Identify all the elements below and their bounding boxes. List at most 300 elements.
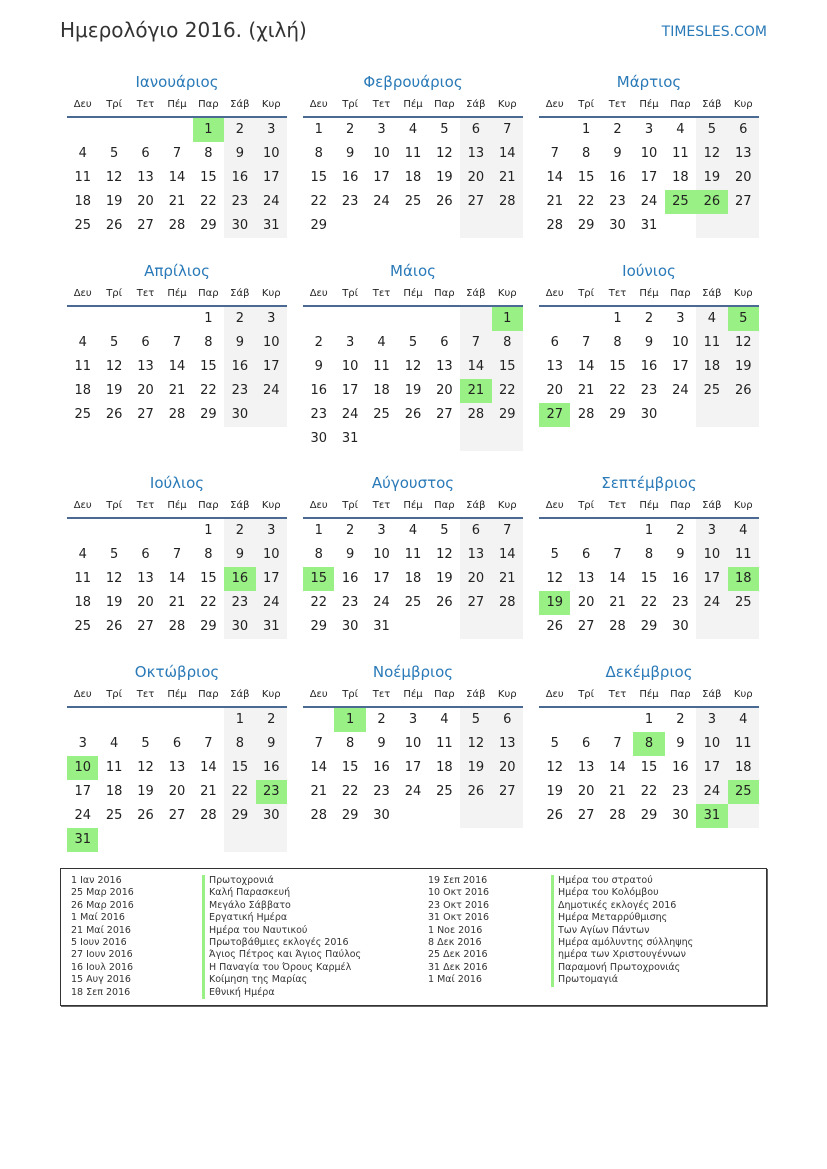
day[interactable]: 2 bbox=[224, 519, 255, 543]
day[interactable]: 29 bbox=[577, 218, 595, 233]
day[interactable]: 5 bbox=[460, 708, 491, 732]
day[interactable]: 8 bbox=[224, 732, 255, 756]
day[interactable]: 21 bbox=[168, 595, 186, 610]
day[interactable]: 18 bbox=[728, 756, 759, 780]
day[interactable]: 31 bbox=[256, 214, 287, 238]
holiday-day[interactable]: 1 bbox=[334, 708, 365, 732]
day[interactable]: 13 bbox=[168, 760, 186, 775]
day[interactable]: 3 bbox=[377, 122, 386, 137]
day[interactable]: 2 bbox=[613, 122, 622, 137]
holiday-day[interactable]: 1 bbox=[492, 307, 523, 331]
day[interactable]: 9 bbox=[676, 736, 685, 751]
day[interactable]: 8 bbox=[613, 335, 622, 350]
day[interactable]: 24 bbox=[256, 379, 287, 403]
day[interactable]: 11 bbox=[728, 732, 759, 756]
day[interactable]: 20 bbox=[728, 166, 759, 190]
day[interactable]: 26 bbox=[546, 808, 563, 823]
day[interactable]: 4 bbox=[728, 708, 759, 732]
day[interactable]: 25 bbox=[404, 194, 422, 209]
day[interactable]: 17 bbox=[256, 355, 287, 379]
day[interactable]: 20 bbox=[137, 383, 154, 398]
day[interactable]: 7 bbox=[613, 547, 622, 562]
day[interactable]: 15 bbox=[200, 170, 217, 185]
day[interactable]: 17 bbox=[696, 756, 727, 780]
day[interactable]: 6 bbox=[492, 708, 523, 732]
day[interactable]: 25 bbox=[373, 407, 390, 422]
day[interactable]: 26 bbox=[105, 407, 123, 422]
day[interactable]: 3 bbox=[408, 712, 418, 727]
day[interactable]: 3 bbox=[78, 736, 87, 751]
day[interactable]: 2 bbox=[314, 335, 323, 350]
day[interactable]: 28 bbox=[460, 403, 491, 427]
day[interactable]: 17 bbox=[74, 784, 91, 799]
day[interactable]: 11 bbox=[436, 736, 453, 751]
day[interactable]: 12 bbox=[546, 571, 563, 586]
day[interactable]: 6 bbox=[460, 118, 491, 142]
day[interactable]: 9 bbox=[256, 732, 287, 756]
day[interactable]: 6 bbox=[141, 146, 150, 161]
day[interactable]: 3 bbox=[256, 118, 287, 142]
day[interactable]: 18 bbox=[74, 595, 91, 610]
day[interactable]: 20 bbox=[436, 383, 453, 398]
day[interactable]: 26 bbox=[546, 619, 563, 634]
day[interactable]: 4 bbox=[78, 547, 87, 562]
day[interactable]: 11 bbox=[728, 543, 759, 567]
day[interactable]: 18 bbox=[74, 194, 91, 209]
day[interactable]: 29 bbox=[224, 804, 255, 828]
day[interactable]: 20 bbox=[577, 595, 595, 610]
day[interactable]: 4 bbox=[109, 736, 119, 751]
day[interactable]: 10 bbox=[404, 736, 422, 751]
day[interactable]: 8 bbox=[581, 146, 591, 161]
day[interactable]: 9 bbox=[224, 543, 255, 567]
day[interactable]: 22 bbox=[577, 194, 595, 209]
day[interactable]: 14 bbox=[577, 359, 595, 374]
day[interactable]: 7 bbox=[460, 331, 491, 355]
holiday-day[interactable]: 15 bbox=[303, 567, 334, 591]
day[interactable]: 10 bbox=[672, 335, 689, 350]
day[interactable]: 30 bbox=[224, 403, 255, 427]
day[interactable]: 18 bbox=[696, 355, 727, 379]
day[interactable]: 24 bbox=[696, 591, 727, 615]
day[interactable]: 10 bbox=[696, 543, 727, 567]
day[interactable]: 1 bbox=[644, 523, 654, 538]
day[interactable]: 22 bbox=[200, 595, 217, 610]
day[interactable]: 25 bbox=[105, 808, 123, 823]
day[interactable]: 19 bbox=[546, 784, 563, 799]
day[interactable]: 20 bbox=[546, 383, 563, 398]
day[interactable]: 14 bbox=[492, 142, 523, 166]
day[interactable]: 5 bbox=[408, 335, 418, 350]
day[interactable]: 13 bbox=[137, 571, 154, 586]
day[interactable]: 5 bbox=[696, 118, 727, 142]
day[interactable]: 25 bbox=[404, 595, 422, 610]
day[interactable]: 12 bbox=[105, 359, 123, 374]
day[interactable]: 19 bbox=[105, 194, 123, 209]
day[interactable]: 17 bbox=[341, 383, 359, 398]
day[interactable]: 26 bbox=[137, 808, 154, 823]
day[interactable]: 26 bbox=[728, 379, 759, 403]
day[interactable]: 24 bbox=[640, 194, 658, 209]
day[interactable]: 20 bbox=[137, 194, 154, 209]
day[interactable]: 14 bbox=[310, 760, 327, 775]
day[interactable]: 27 bbox=[137, 218, 154, 233]
day[interactable]: 31 bbox=[256, 615, 287, 639]
day[interactable]: 21 bbox=[168, 383, 186, 398]
day[interactable]: 22 bbox=[640, 784, 658, 799]
day[interactable]: 22 bbox=[200, 383, 217, 398]
day[interactable]: 26 bbox=[404, 407, 422, 422]
day[interactable]: 22 bbox=[310, 595, 327, 610]
holiday-day[interactable]: 10 bbox=[67, 756, 98, 780]
day[interactable]: 7 bbox=[172, 146, 182, 161]
day[interactable]: 14 bbox=[546, 170, 563, 185]
day[interactable]: 16 bbox=[672, 571, 689, 586]
day[interactable]: 8 bbox=[204, 146, 213, 161]
holiday-day[interactable]: 1 bbox=[193, 118, 224, 142]
day[interactable]: 8 bbox=[314, 547, 323, 562]
day[interactable]: 18 bbox=[672, 170, 689, 185]
day[interactable]: 1 bbox=[314, 523, 323, 538]
day[interactable]: 14 bbox=[460, 355, 491, 379]
day[interactable]: 22 bbox=[609, 383, 626, 398]
day[interactable]: 21 bbox=[492, 567, 523, 591]
day[interactable]: 12 bbox=[728, 331, 759, 355]
day[interactable]: 21 bbox=[577, 383, 595, 398]
day[interactable]: 15 bbox=[577, 170, 595, 185]
day[interactable]: 31 bbox=[341, 431, 359, 446]
holiday-day[interactable]: 23 bbox=[256, 780, 287, 804]
day[interactable]: 11 bbox=[672, 146, 689, 161]
holiday-day[interactable]: 16 bbox=[224, 567, 255, 591]
day[interactable]: 1 bbox=[314, 122, 323, 137]
day[interactable]: 28 bbox=[577, 407, 595, 422]
day[interactable]: 24 bbox=[74, 808, 91, 823]
day[interactable]: 20 bbox=[168, 784, 186, 799]
day[interactable]: 27 bbox=[168, 808, 186, 823]
holiday-day[interactable]: 31 bbox=[67, 828, 98, 852]
day[interactable]: 28 bbox=[492, 190, 523, 214]
day[interactable]: 4 bbox=[696, 307, 727, 331]
day[interactable]: 11 bbox=[105, 760, 123, 775]
day[interactable]: 30 bbox=[310, 431, 327, 446]
day[interactable]: 10 bbox=[256, 331, 287, 355]
day[interactable]: 16 bbox=[310, 383, 327, 398]
day[interactable]: 6 bbox=[141, 547, 150, 562]
day[interactable]: 29 bbox=[310, 218, 327, 233]
day[interactable]: 7 bbox=[172, 335, 182, 350]
holiday-day[interactable]: 18 bbox=[728, 567, 759, 591]
day[interactable]: 23 bbox=[310, 407, 327, 422]
day[interactable]: 21 bbox=[609, 784, 626, 799]
day[interactable]: 3 bbox=[345, 335, 355, 350]
day[interactable]: 1 bbox=[204, 523, 213, 538]
day[interactable]: 29 bbox=[200, 218, 217, 233]
day[interactable]: 17 bbox=[373, 571, 390, 586]
day[interactable]: 1 bbox=[204, 311, 213, 326]
day[interactable]: 30 bbox=[224, 615, 255, 639]
day[interactable]: 1 bbox=[613, 311, 622, 326]
day[interactable]: 17 bbox=[256, 567, 287, 591]
day[interactable]: 7 bbox=[492, 118, 523, 142]
day[interactable]: 8 bbox=[492, 331, 523, 355]
day[interactable]: 13 bbox=[137, 170, 154, 185]
day[interactable]: 23 bbox=[224, 379, 255, 403]
day[interactable]: 6 bbox=[728, 118, 759, 142]
day[interactable]: 7 bbox=[172, 547, 182, 562]
day[interactable]: 9 bbox=[314, 359, 323, 374]
day[interactable]: 9 bbox=[644, 335, 654, 350]
day[interactable]: 30 bbox=[672, 619, 689, 634]
day[interactable]: 1 bbox=[581, 122, 591, 137]
day[interactable]: 18 bbox=[373, 383, 390, 398]
day[interactable]: 4 bbox=[78, 335, 87, 350]
day[interactable]: 29 bbox=[341, 808, 359, 823]
day[interactable]: 12 bbox=[137, 760, 154, 775]
day[interactable]: 10 bbox=[341, 359, 359, 374]
day[interactable]: 22 bbox=[224, 780, 255, 804]
day[interactable]: 15 bbox=[200, 359, 217, 374]
day[interactable]: 14 bbox=[609, 571, 626, 586]
day[interactable]: 12 bbox=[404, 359, 422, 374]
day[interactable]: 3 bbox=[256, 307, 287, 331]
day[interactable]: 6 bbox=[440, 335, 449, 350]
day[interactable]: 21 bbox=[546, 194, 563, 209]
day[interactable]: 8 bbox=[314, 146, 323, 161]
day[interactable]: 27 bbox=[577, 619, 595, 634]
day[interactable]: 11 bbox=[74, 170, 91, 185]
day[interactable]: 25 bbox=[436, 784, 453, 799]
day[interactable]: 22 bbox=[310, 194, 327, 209]
day[interactable]: 20 bbox=[492, 756, 523, 780]
day[interactable]: 5 bbox=[550, 736, 559, 751]
day[interactable]: 8 bbox=[204, 547, 213, 562]
day[interactable]: 29 bbox=[200, 619, 217, 634]
day[interactable]: 29 bbox=[200, 407, 217, 422]
day[interactable]: 12 bbox=[696, 142, 727, 166]
day[interactable]: 12 bbox=[436, 547, 453, 562]
day[interactable]: 13 bbox=[728, 142, 759, 166]
day[interactable]: 23 bbox=[341, 194, 359, 209]
day[interactable]: 16 bbox=[341, 170, 359, 185]
day[interactable]: 15 bbox=[310, 170, 327, 185]
day[interactable]: 10 bbox=[256, 142, 287, 166]
day[interactable]: 11 bbox=[373, 359, 390, 374]
day[interactable]: 12 bbox=[105, 170, 123, 185]
day[interactable]: 16 bbox=[224, 166, 255, 190]
day[interactable]: 21 bbox=[492, 166, 523, 190]
day[interactable]: 2 bbox=[345, 122, 355, 137]
day[interactable]: 26 bbox=[460, 780, 491, 804]
day[interactable]: 14 bbox=[609, 760, 626, 775]
holiday-day[interactable]: 8 bbox=[633, 732, 664, 756]
day[interactable]: 23 bbox=[341, 595, 359, 610]
day[interactable]: 13 bbox=[137, 359, 154, 374]
day[interactable]: 3 bbox=[696, 519, 727, 543]
day[interactable]: 9 bbox=[676, 547, 685, 562]
day[interactable]: 2 bbox=[676, 712, 685, 727]
day[interactable]: 1 bbox=[224, 708, 255, 732]
day[interactable]: 29 bbox=[640, 619, 658, 634]
day[interactable]: 17 bbox=[256, 166, 287, 190]
day[interactable]: 11 bbox=[696, 331, 727, 355]
day[interactable]: 2 bbox=[377, 712, 386, 727]
holiday-day[interactable]: 27 bbox=[539, 403, 570, 427]
day[interactable]: 28 bbox=[168, 407, 186, 422]
day[interactable]: 22 bbox=[200, 194, 217, 209]
day[interactable]: 24 bbox=[256, 591, 287, 615]
day[interactable]: 12 bbox=[436, 146, 453, 161]
day[interactable]: 23 bbox=[224, 190, 255, 214]
day[interactable]: 6 bbox=[141, 335, 150, 350]
day[interactable]: 28 bbox=[609, 808, 626, 823]
day[interactable]: 14 bbox=[200, 760, 217, 775]
day[interactable]: 12 bbox=[546, 760, 563, 775]
day[interactable]: 3 bbox=[644, 122, 654, 137]
day[interactable]: 18 bbox=[436, 760, 453, 775]
day[interactable]: 5 bbox=[109, 547, 119, 562]
day[interactable]: 2 bbox=[224, 307, 255, 331]
day[interactable]: 6 bbox=[581, 736, 591, 751]
day[interactable]: 9 bbox=[613, 146, 622, 161]
day[interactable]: 19 bbox=[460, 756, 491, 780]
day[interactable]: 22 bbox=[341, 784, 359, 799]
day[interactable]: 5 bbox=[440, 523, 449, 538]
day[interactable]: 27 bbox=[460, 190, 491, 214]
day[interactable]: 4 bbox=[377, 335, 386, 350]
day[interactable]: 5 bbox=[141, 736, 150, 751]
day[interactable]: 17 bbox=[696, 567, 727, 591]
day[interactable]: 12 bbox=[460, 732, 491, 756]
day[interactable]: 3 bbox=[377, 523, 386, 538]
day[interactable]: 18 bbox=[404, 571, 422, 586]
day[interactable]: 27 bbox=[137, 619, 154, 634]
day[interactable]: 24 bbox=[341, 407, 359, 422]
day[interactable]: 5 bbox=[440, 122, 449, 137]
day[interactable]: 24 bbox=[672, 383, 689, 398]
day[interactable]: 30 bbox=[672, 808, 689, 823]
day[interactable]: 28 bbox=[546, 218, 563, 233]
day[interactable]: 2 bbox=[676, 523, 685, 538]
day[interactable]: 30 bbox=[640, 407, 658, 422]
day[interactable]: 4 bbox=[728, 519, 759, 543]
day[interactable]: 24 bbox=[373, 595, 390, 610]
day[interactable]: 21 bbox=[609, 595, 626, 610]
day[interactable]: 8 bbox=[644, 547, 654, 562]
day[interactable]: 7 bbox=[613, 736, 622, 751]
day[interactable]: 7 bbox=[204, 736, 213, 751]
day[interactable]: 17 bbox=[640, 170, 658, 185]
day[interactable]: 31 bbox=[640, 218, 658, 233]
day[interactable]: 15 bbox=[640, 760, 658, 775]
day[interactable]: 8 bbox=[204, 335, 213, 350]
day[interactable]: 23 bbox=[672, 784, 689, 799]
day[interactable]: 23 bbox=[640, 383, 658, 398]
day[interactable]: 19 bbox=[436, 571, 453, 586]
day[interactable]: 2 bbox=[644, 311, 654, 326]
day[interactable]: 26 bbox=[436, 595, 453, 610]
holiday-day[interactable]: 25 bbox=[728, 780, 759, 804]
day[interactable]: 20 bbox=[577, 784, 595, 799]
day[interactable]: 12 bbox=[105, 571, 123, 586]
day[interactable]: 2 bbox=[256, 708, 287, 732]
day[interactable]: 18 bbox=[105, 784, 123, 799]
day[interactable]: 30 bbox=[256, 804, 287, 828]
day[interactable]: 9 bbox=[345, 547, 355, 562]
holiday-day[interactable]: 31 bbox=[696, 804, 727, 828]
day[interactable]: 22 bbox=[640, 595, 658, 610]
day[interactable]: 9 bbox=[377, 736, 386, 751]
day[interactable]: 23 bbox=[672, 595, 689, 610]
day[interactable]: 29 bbox=[609, 407, 626, 422]
day[interactable]: 9 bbox=[224, 142, 255, 166]
day[interactable]: 27 bbox=[728, 190, 759, 214]
day[interactable]: 30 bbox=[224, 214, 255, 238]
day[interactable]: 19 bbox=[696, 166, 727, 190]
day[interactable]: 18 bbox=[404, 170, 422, 185]
day[interactable]: 10 bbox=[640, 146, 658, 161]
day[interactable]: 11 bbox=[404, 547, 422, 562]
day[interactable]: 16 bbox=[373, 760, 390, 775]
holiday-day[interactable]: 5 bbox=[728, 307, 759, 331]
day[interactable]: 1 bbox=[644, 712, 654, 727]
day[interactable]: 29 bbox=[310, 619, 327, 634]
day[interactable]: 28 bbox=[168, 619, 186, 634]
day[interactable]: 13 bbox=[492, 732, 523, 756]
day[interactable]: 15 bbox=[492, 355, 523, 379]
day[interactable]: 20 bbox=[460, 567, 491, 591]
day[interactable]: 15 bbox=[341, 760, 359, 775]
day[interactable]: 16 bbox=[672, 760, 689, 775]
day[interactable]: 24 bbox=[404, 784, 422, 799]
day[interactable]: 7 bbox=[550, 146, 559, 161]
day[interactable]: 29 bbox=[640, 808, 658, 823]
day[interactable]: 25 bbox=[74, 218, 91, 233]
day[interactable]: 14 bbox=[168, 571, 186, 586]
day[interactable]: 6 bbox=[172, 736, 182, 751]
day[interactable]: 23 bbox=[224, 591, 255, 615]
day[interactable]: 10 bbox=[373, 146, 390, 161]
day[interactable]: 19 bbox=[728, 355, 759, 379]
day[interactable]: 25 bbox=[74, 619, 91, 634]
day[interactable]: 13 bbox=[546, 359, 563, 374]
day[interactable]: 28 bbox=[310, 808, 327, 823]
day[interactable]: 17 bbox=[672, 359, 689, 374]
day[interactable]: 13 bbox=[460, 142, 491, 166]
day[interactable]: 17 bbox=[404, 760, 422, 775]
holiday-day[interactable]: 21 bbox=[460, 379, 491, 403]
day[interactable]: 20 bbox=[137, 595, 154, 610]
day[interactable]: 10 bbox=[256, 543, 287, 567]
day[interactable]: 27 bbox=[577, 808, 595, 823]
day[interactable]: 9 bbox=[224, 331, 255, 355]
day[interactable]: 27 bbox=[492, 780, 523, 804]
day[interactable]: 19 bbox=[137, 784, 154, 799]
day[interactable]: 15 bbox=[224, 756, 255, 780]
day[interactable]: 9 bbox=[345, 146, 355, 161]
day[interactable]: 5 bbox=[550, 547, 559, 562]
day[interactable]: 19 bbox=[436, 170, 453, 185]
day[interactable]: 13 bbox=[436, 359, 453, 374]
day[interactable]: 28 bbox=[609, 619, 626, 634]
day[interactable]: 14 bbox=[168, 359, 186, 374]
holiday-day[interactable]: 19 bbox=[539, 591, 570, 615]
day[interactable]: 8 bbox=[345, 736, 355, 751]
day[interactable]: 5 bbox=[109, 335, 119, 350]
day[interactable]: 4 bbox=[408, 122, 418, 137]
day[interactable]: 30 bbox=[341, 619, 359, 634]
day[interactable]: 16 bbox=[341, 571, 359, 586]
